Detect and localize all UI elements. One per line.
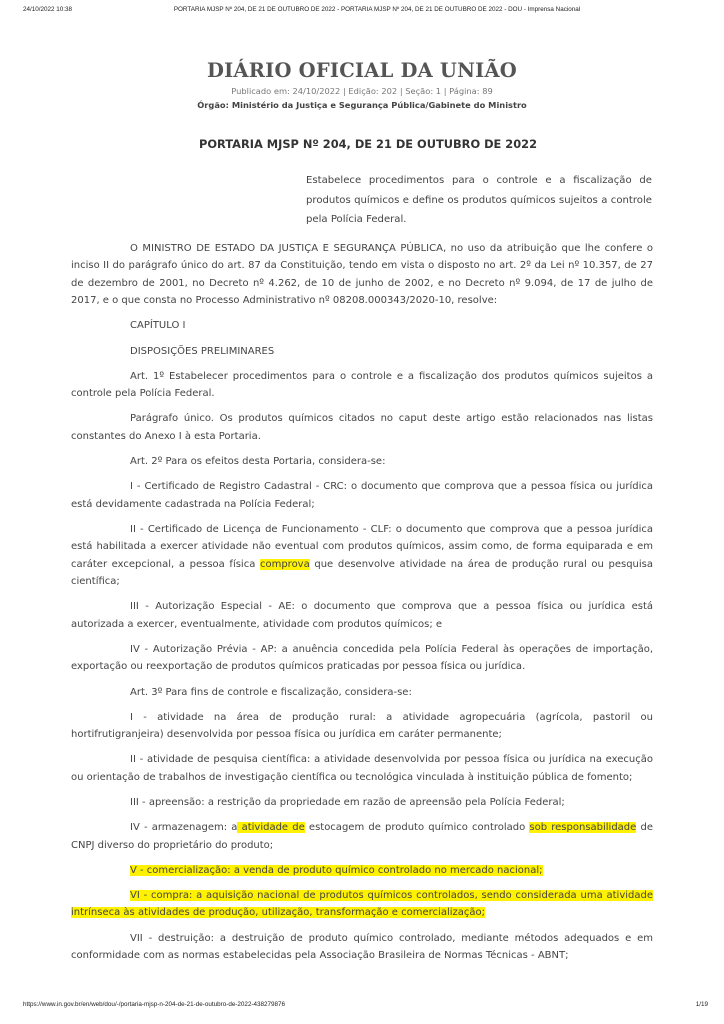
highlight: VI - compra: a aquisição nacional de produtos químicos controlados, sendo considerada uma atividade intrínseca às atividades de produção, utilização, transformação e comercialização; [71, 889, 653, 919]
masthead-title: DIÁRIO OFICIAL DA UNIÃO [207, 59, 517, 82]
chapter-heading: CAPÍTULO I [130, 320, 186, 332]
article-3-item-vii: VII - destruição: a destruição de produto químico controlado, mediante métodos adequados e em conformidade com as normas estabelecidas pela Associação Brasileira de Normas Técnicas - ABNT; [71, 932, 653, 961]
print-header [0, 6, 724, 18]
article-2-item-i: I - Certificado de Registro Cadastral - CRC: o documento que comprova que a pessoa física ou jurídica está devidamente cadastrada na Polícia Federal; [71, 481, 653, 510]
article-2-item-iv: IV - Autorização Prévia - AP: a anuência concedida pela Polícia Federal às operações de importação, exportação ou reexportação de produtos químicos praticadas por pessoa física ou jurídica. [71, 643, 653, 673]
article-3-item-v [71, 862, 653, 879]
document-title: PORTARIA MJSP Nº 204, DE 21 DE OUTUBRO DE 2022 [198, 137, 538, 151]
ementa: Estabelece procedimentos para o controle e a fiscalização de produtos químicos e define os produtos químicos sujeitos a controle pela Polícia Federal. [306, 175, 652, 226]
highlight: comprova [259, 558, 310, 570]
highlight: sob responsabilidade [529, 822, 637, 834]
article-3-item-ii: II - atividade de pesquisa científica: a atividade desenvolvida por pessoa física ou jurídica na execução ou orientação de trabalhos de investigação científica ou tecnológica vinculada à instituição pública de fomento; [71, 754, 653, 783]
highlight: V - comercialização: a venda de produto químico controlado no mercado nacional; [130, 864, 543, 876]
article-1: Art. 1º Estabelecer procedimentos para o controle e a fiscalização dos produtos químicos sujeitos a controle pela Polícia Federal. [71, 370, 653, 400]
highlight: atividade de [237, 822, 305, 834]
masthead [0, 58, 724, 112]
page-number: 1/19 [695, 1001, 708, 1008]
orgao: Órgão: Ministério da Justiça e Segurança Pública/Gabinete do Ministro [197, 100, 527, 110]
text-span: que desenvolve atividade na área de produção rural ou pesquisa científica; [71, 558, 653, 588]
article-2-item-iii: III - Autorização Especial - AE: o documento que comprova que a pessoa física ou jurídica está autorizada a exercer, eventualmente, atividade com produtos químicos; e [71, 601, 653, 630]
text-span: de CNPJ diverso do proprietário do produto; [71, 822, 653, 851]
preamble: O MINISTRO DE ESTADO DA JUSTIÇA E SEGURANÇA PÚBLICA, no uso da atribuição que lhe confere o inciso II do parágrafo único do art. 87 da Constituição, tendo em vista o disposto no art. 2º da Lei nº 10.357, de 27 de dezembro de 2001, no Decreto nº 4.262, de 10 de junho de 2002, e no Decreto nº 9.094, de 17 de julho de 2017, e o que consta no Processo Administrativo nº 08208.000343/2020-10, resolve: [71, 243, 653, 307]
article-3-item-iii: III - apreensão: a restrição da propriedade em razão de apreensão pela Polícia Federal; [130, 796, 565, 808]
print-datetime: 24/10/2022 10:38 [23, 6, 73, 13]
text-span: estocagem de produto químico controlado [304, 822, 530, 834]
article-2: Art. 2º Para os efeitos desta Portaria, considera-se: [130, 456, 386, 468]
print-page-title: PORTARIA MJSP Nº 204, DE 21 DE OUTUBRO DE 2022 - PORTARIA MJSP Nº 204, DE 21 DE OUTUBRO DE 2022 - DOU - Imprensa Nacional [173, 6, 581, 13]
article-2-item-ii [71, 521, 653, 591]
article-1-paragraph: Parágrafo único. Os produtos químicos citados no caput deste artigo estão relacionados nas listas constantes do Anexo I à esta Portaria. [71, 413, 653, 442]
chapter-title: DISPOSIÇÕES PRELIMINARES [130, 345, 275, 357]
text-span: IV - armazenagem: a [130, 822, 238, 834]
document-body [71, 240, 653, 972]
publication-info: Publicado em: 24/10/2022 | Edição: 202 | Seção: 1 | Página: 89 [231, 86, 493, 96]
article-3: Art. 3º Para fins de controle e fiscalização, considera-se: [130, 686, 412, 698]
text-span: II - Certificado de Licença de Funcionamento - CLF: o documento que comprova que a pessoa jurídica está habilitada a exercer atividade não eventual com produtos químicos, assim como, de forma equiparada e em caráter excepcional, a pessoa física [71, 523, 653, 570]
page-url: https://www.in.gov.br/en/web/dou/-/portaria-mjsp-n-204-de-21-de-outubro-de-2022-438279876 [23, 1001, 286, 1008]
article-3-item-vi [71, 887, 653, 922]
print-footer [0, 1001, 724, 1013]
article-3-item-iv [71, 819, 653, 854]
article-3-item-i: I - atividade na área de produção rural: a atividade agropecuária (agrícola, pastoril ou hortifrutigranjeira) desenvolvida por pessoa física ou jurídica em caráter permanente; [71, 711, 653, 741]
